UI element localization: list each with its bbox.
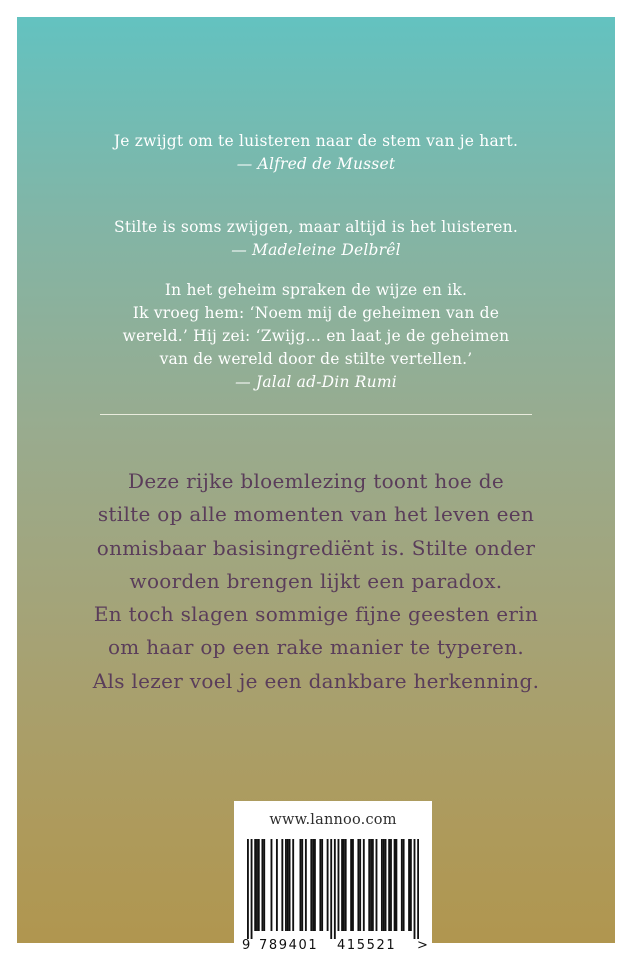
barcode-bar — [321, 839, 323, 931]
barcode-bar — [314, 839, 316, 931]
publisher-website[interactable]: www.lannoo.com — [269, 812, 397, 828]
barcode-bar — [368, 839, 370, 931]
barcode-bar — [281, 839, 283, 931]
barcode-bar — [271, 839, 273, 931]
barcode-bar — [251, 839, 253, 939]
barcode-bar — [334, 839, 336, 939]
blurb-text — [17, 465, 615, 698]
quote-text: Ik vroeg hem: ‘Noem mij de geheimen van de — [132, 304, 500, 322]
quote-author: — Jalal ad-Din Rumi — [235, 373, 397, 391]
quote-text: wereld.’ Hij zei: ‘Zwijg… en laat je de geheimen — [122, 327, 510, 345]
blurb-line: onmisbaar basisingrediënt is. Stilte onder — [96, 535, 536, 560]
blurb-line: En toch slagen sommige fijne geesten erin — [93, 602, 539, 627]
barcode-bar — [327, 839, 329, 931]
barcode-bar — [408, 839, 410, 931]
barcode-bar — [383, 839, 385, 931]
barcode-bar — [414, 839, 416, 939]
barcode-bar — [312, 839, 314, 931]
back-cover — [17, 17, 615, 953]
blurb-line: om haar op een rake manier te typeren. — [107, 635, 525, 660]
barcode-bar — [301, 839, 303, 931]
barcode-bar — [338, 839, 340, 931]
barcode-bar — [359, 839, 361, 931]
barcode-bar — [287, 839, 289, 931]
barcode-bar — [350, 839, 352, 931]
barcode-bar — [352, 839, 354, 931]
barcode-bar — [385, 839, 387, 931]
quote-delbrel — [17, 216, 615, 261]
isbn-lead-digit: 9 — [242, 938, 251, 953]
quote-rumi — [17, 279, 615, 393]
barcode-bar — [261, 839, 263, 931]
blurb-line: Deze rijke bloemlezing toont hoe de — [128, 469, 504, 493]
barcode-panel — [234, 801, 432, 960]
barcode-bar — [343, 839, 345, 931]
barcode-bar — [372, 839, 374, 931]
barcode-bar — [247, 839, 249, 939]
isbn-arrow: > — [417, 938, 428, 953]
blurb-line: stilte op alle momenten van het leven een — [97, 502, 535, 527]
barcode-bar — [285, 839, 287, 931]
barcode-bar — [341, 839, 343, 931]
barcode-bar — [345, 839, 347, 931]
isbn-barcode — [247, 839, 419, 939]
quote-musset — [17, 130, 615, 175]
barcode-bar — [258, 839, 260, 931]
divider-line — [100, 414, 532, 415]
blurb-line: Als lezer voel je een dankbare herkenning. — [92, 668, 540, 693]
barcode-bar — [330, 839, 332, 939]
barcode-bar — [276, 839, 278, 931]
barcode-bar — [263, 839, 265, 931]
barcode-bar — [388, 839, 390, 931]
barcode-bar — [381, 839, 383, 931]
quote-author: — Alfred de Musset — [236, 155, 396, 173]
barcode-bar — [254, 839, 256, 931]
barcode-bar — [376, 839, 378, 931]
barcode-bar — [403, 839, 405, 931]
barcode-bar — [370, 839, 372, 931]
quote-text: Stilte is soms zwijgen, maar altijd is het luisteren. — [114, 218, 518, 236]
barcode-bar — [401, 839, 403, 931]
barcode-bar — [357, 839, 359, 931]
barcode-bar — [292, 839, 294, 931]
isbn-left-group: 789401 — [259, 938, 319, 953]
barcode-bar — [300, 839, 302, 931]
barcode-bar — [319, 839, 321, 931]
barcode-bar — [310, 839, 312, 931]
barcode-bar — [390, 839, 392, 931]
barcode-bar — [410, 839, 412, 931]
barcode-bar — [395, 839, 397, 931]
barcode-bar — [305, 839, 307, 931]
barcode-bar — [256, 839, 258, 931]
barcode-bar — [363, 839, 365, 931]
barcode-bar — [394, 839, 396, 931]
quote-author: — Madeleine Delbrêl — [231, 241, 401, 259]
isbn-right-group: 415521 — [337, 938, 397, 953]
quote-text: van de wereld door de stilte vertellen.’ — [159, 350, 473, 368]
barcode-bar — [417, 839, 419, 939]
isbn-digits — [242, 938, 428, 956]
quote-text: In het geheim spraken de wijze en ik. — [164, 281, 468, 299]
blurb-line: woorden brengen lijkt een paradox. — [129, 568, 503, 593]
barcode-bar — [289, 839, 291, 931]
quote-text: Je zwijgt om te luisteren naar de stem van je hart. — [113, 132, 519, 150]
